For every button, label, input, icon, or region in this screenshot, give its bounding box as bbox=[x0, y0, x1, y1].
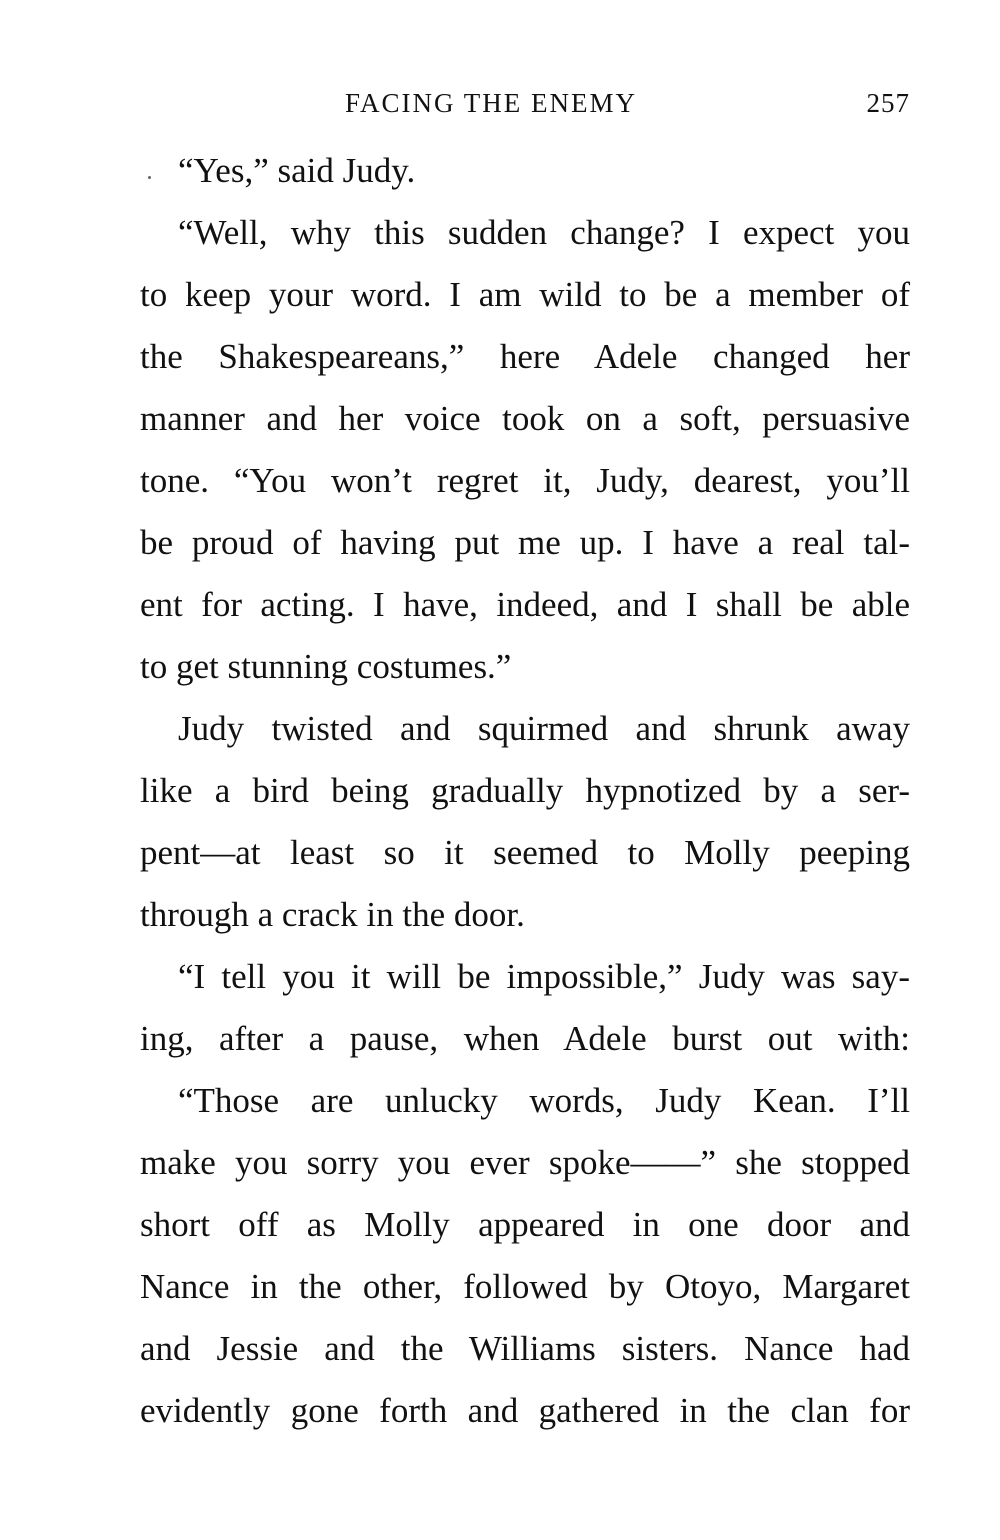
text-line: “Those are unlucky words, Judy Kean. I’ll bbox=[178, 1081, 910, 1120]
text-line: manner and her voice took on a soft, persuasive bbox=[140, 399, 910, 438]
text-line: tone. “You won’t regret it, Judy, dearest, you’ll bbox=[140, 461, 910, 500]
text-line: “I tell you it will be impossible,” Judy was say- bbox=[178, 957, 910, 996]
text-line: the Shakespeareans,” here Adele changed her bbox=[140, 337, 910, 376]
text-line: and Jessie and the Williams sisters. Nance had bbox=[140, 1329, 910, 1368]
running-head bbox=[140, 88, 910, 128]
text-line: Judy twisted and squirmed and shrunk away bbox=[178, 709, 910, 748]
text-line: pent—at least so it seemed to Molly peeping bbox=[140, 833, 910, 872]
text-line: like a bird being gradually hypnotized by a ser- bbox=[140, 771, 910, 810]
text-line: “Well, why this sudden change? I expect you bbox=[178, 213, 910, 252]
text-line: make you sorry you ever spoke——” she stopped bbox=[140, 1143, 910, 1182]
text-line: ing, after a pause, when Adele burst out with: bbox=[140, 1019, 910, 1058]
text-line: through a crack in the door. bbox=[140, 895, 525, 934]
running-title: FACING THE ENEMY bbox=[345, 88, 637, 118]
text-line: short off as Molly appeared in one door and bbox=[140, 1205, 910, 1244]
text-line: be proud of having put me up. I have a real tal- bbox=[140, 523, 910, 562]
page-number: 257 bbox=[866, 88, 910, 118]
text-line: to get stunning costumes.” bbox=[140, 647, 512, 686]
text-line: “Yes,” said Judy. bbox=[178, 151, 416, 190]
text-line: Nance in the other, followed by Otoyo, Margaret bbox=[140, 1267, 910, 1306]
text-line: evidently gone forth and gathered in the clan for bbox=[140, 1391, 910, 1430]
body-text bbox=[140, 140, 910, 1442]
text-line: ent for acting. I have, indeed, and I shall be able bbox=[140, 585, 910, 624]
text-line: to keep your word. I am wild to be a member of bbox=[140, 275, 910, 314]
